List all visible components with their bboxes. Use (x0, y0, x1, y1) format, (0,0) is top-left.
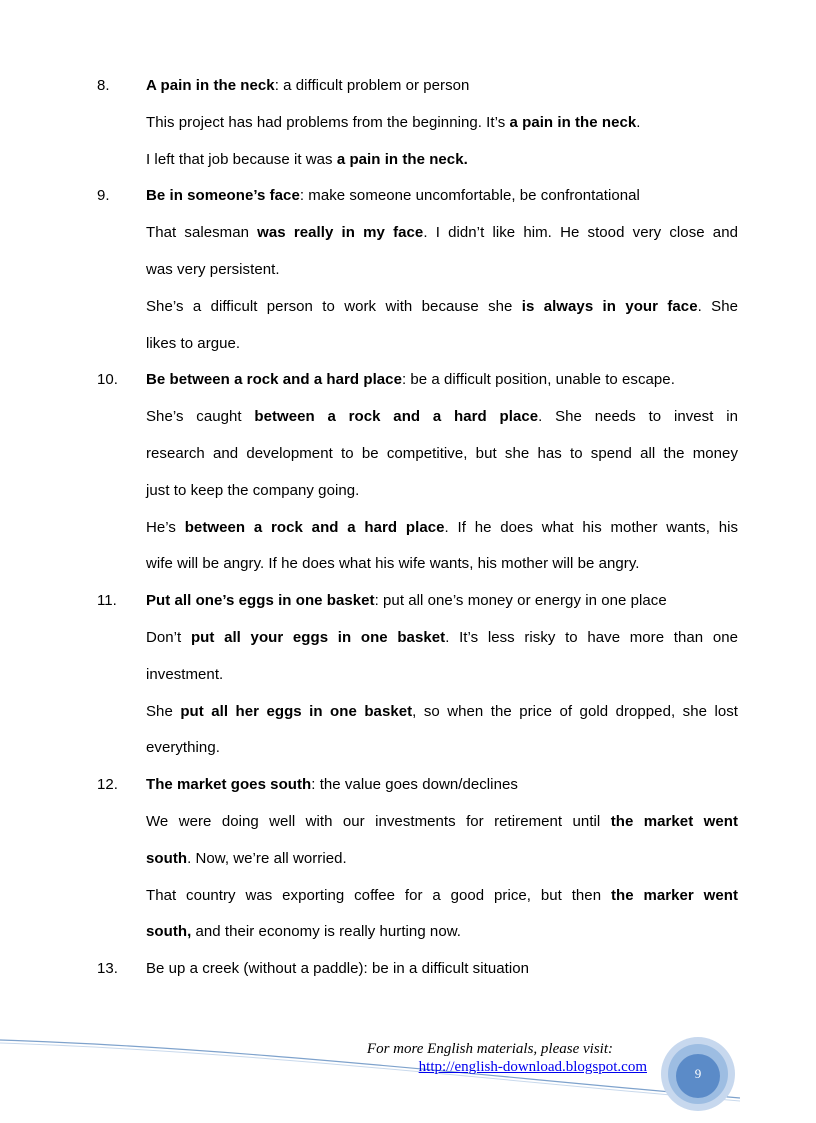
idiom-term: A pain in the neck (146, 77, 275, 94)
example-line (146, 666, 223, 684)
example-text: was very persistent. (146, 261, 280, 278)
example-text: She (146, 703, 181, 720)
example-line (146, 887, 738, 905)
example-line (146, 445, 738, 463)
example-line (146, 629, 738, 647)
item-number: 8. (97, 77, 110, 94)
example-text: and their economy is really hurting now. (191, 923, 461, 940)
item-heading (146, 371, 675, 389)
example-idiom: put all her eggs in one basket (180, 703, 413, 720)
example-text: . It’s less risky to have more than one (445, 629, 739, 646)
idiom-term: Put all one’s eggs in one basket (146, 592, 375, 609)
example-text: everything. (146, 739, 220, 756)
example-text: We were doing well with our investments for retirement until (146, 813, 611, 830)
example-text: This project has had problems from the beginning. It’s (146, 114, 510, 131)
footer-note: For more English materials, please visit: (366, 1041, 613, 1057)
idiom-term: Be in someone’s face (146, 187, 300, 204)
idiom-term: The market goes south (146, 776, 312, 793)
idiom-definition: Be up a creek (without a paddle): be in a difficult situation (146, 960, 530, 977)
example-text: . (636, 114, 641, 131)
example-text: investment. (146, 666, 224, 683)
example-line (146, 850, 347, 868)
example-text: That salesman (146, 224, 258, 241)
example-line (146, 519, 738, 537)
example-text: She’s a difficult person to work with because she (146, 298, 522, 315)
idiom-definition: : put all one’s money or energy in one place (374, 592, 667, 609)
example-line (146, 114, 641, 132)
idiom-term: Be between a rock and a hard place (146, 371, 402, 388)
example-line (146, 813, 738, 831)
example-text: . She needs to invest in (538, 408, 738, 425)
item-heading (146, 77, 469, 95)
example-text: She’s caught (146, 408, 255, 425)
item-number: 13. (97, 960, 119, 977)
example-idiom: south (146, 850, 188, 867)
example-line (146, 482, 359, 500)
example-line (146, 151, 468, 169)
example-text: research and development to be competitive, but she has to spend all the money (146, 445, 738, 462)
example-idiom: south, (146, 923, 192, 940)
example-line (146, 408, 738, 426)
example-line (146, 923, 461, 941)
example-text: likes to argue. (146, 335, 241, 352)
example-idiom: is always in your face (521, 298, 698, 315)
example-line (146, 555, 640, 573)
item-number: 11. (97, 592, 117, 609)
example-idiom: the market went (610, 813, 739, 830)
item-heading (146, 187, 640, 205)
item-number: 9. (97, 187, 110, 204)
example-text: That country was exporting coffee for a good price, but then (146, 887, 611, 904)
example-text: , so when the price of gold dropped, she lost (412, 703, 738, 720)
example-line (146, 703, 738, 721)
idiom-definition: : a difficult problem or person (274, 77, 470, 94)
page-number: 9 (694, 1066, 702, 1081)
example-line (146, 739, 220, 757)
example-line (146, 298, 738, 316)
example-text: . Now, we’re all worried. (187, 850, 347, 867)
example-text: wife will be angry. If he does what his wife wants, his mother will be angry. (146, 555, 640, 572)
footer-link[interactable]: http://english-download.blogspot.com (418, 1059, 647, 1075)
example-text: Don’t (146, 629, 191, 646)
item-number: 12. (97, 776, 119, 793)
item-heading (146, 592, 667, 610)
item-heading (146, 776, 518, 794)
example-text: . She (697, 298, 738, 315)
example-line (146, 261, 280, 279)
example-line (146, 335, 240, 353)
example-idiom: between a rock and a hard place (254, 408, 539, 425)
example-line (146, 224, 738, 242)
idiom-definition: : be a difficult position, unable to escape. (401, 371, 675, 388)
example-text: He’s (146, 519, 185, 536)
example-text: . I didn’t like him. He stood very close and (423, 224, 738, 241)
example-idiom: a pain in the neck (509, 114, 637, 131)
example-idiom: between a rock and a hard place (184, 519, 445, 536)
example-text: just to keep the company going. (146, 482, 360, 499)
example-idiom: was really in my face (257, 224, 424, 241)
example-idiom: a pain in the neck. (336, 151, 468, 168)
example-idiom: put all your eggs in one basket (190, 629, 446, 646)
example-text: I left that job because it was (146, 151, 337, 168)
example-idiom: the marker went (610, 887, 739, 904)
idiom-definition: : make someone uncomfortable, be confrontational (299, 187, 640, 204)
idiom-definition: : the value goes down/declines (311, 776, 518, 793)
example-text: . If he does what his mother wants, his (444, 519, 739, 536)
item-heading (146, 960, 529, 978)
item-number: 10. (97, 371, 119, 388)
